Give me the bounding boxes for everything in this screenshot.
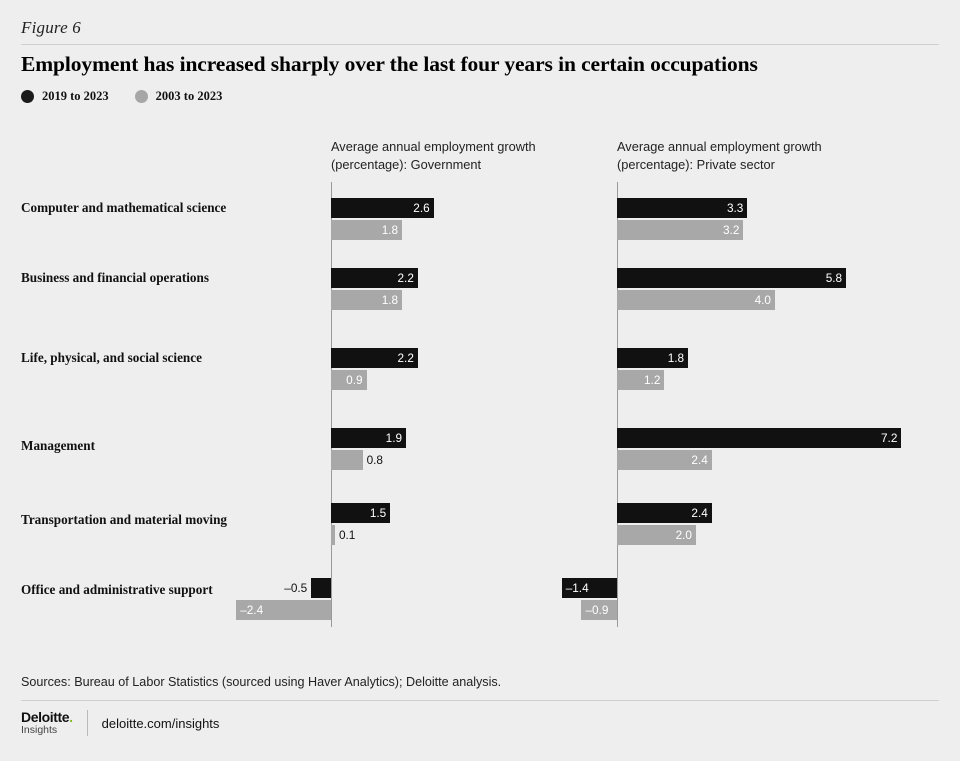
page-title: Employment has increased sharply over the last four years in certain occupations <box>21 52 758 76</box>
bar-value-label: 0.1 <box>338 528 356 542</box>
bar <box>617 428 901 448</box>
bar-value-label: 5.8 <box>825 271 843 285</box>
brand-name: Deloitte. <box>21 709 73 726</box>
sources-note: Sources: Bureau of Labor Statistics (sourced using Haver Analytics); Deloitte analysis. <box>21 675 502 689</box>
deloitte-insights-logo <box>21 710 73 736</box>
category-label: Computer and mathematical science <box>21 200 227 215</box>
bar-value-label: 1.5 <box>369 506 387 520</box>
figure-label: Figure 6 <box>21 18 81 37</box>
bar-value-label: 4.0 <box>754 293 771 307</box>
bar-value-label: 2.2 <box>397 351 414 365</box>
bar-value-label: –1.4 <box>565 581 589 595</box>
bar-value-label: 0.8 <box>366 453 383 467</box>
footer-link[interactable]: deloitte.com/insights <box>101 715 220 731</box>
gray-dot-icon <box>135 90 148 103</box>
bar-value-label: 2.4 <box>691 453 708 467</box>
legend <box>21 89 222 104</box>
legend-label: 2003 to 2023 <box>155 89 223 103</box>
bar-value-label: 1.8 <box>381 223 399 237</box>
category-label: Management <box>21 438 95 453</box>
bar <box>617 268 846 288</box>
category-label: Life, physical, and social science <box>21 350 202 365</box>
bar-value-label: 0.9 <box>346 373 363 387</box>
bar-value-label: 7.2 <box>880 431 898 445</box>
legend-label: 2019 to 2023 <box>42 89 109 103</box>
bar-value-label: 1.2 <box>643 373 661 387</box>
bar-value-label: 2.6 <box>413 201 430 215</box>
footer <box>21 710 219 736</box>
bar-value-label: 1.8 <box>667 351 685 365</box>
panel-title-government: Average annual employment growth (percentage): Government <box>331 139 536 172</box>
footer-divider <box>87 710 88 736</box>
category-label: Transportation and material moving <box>21 512 227 527</box>
bar-value-label: 1.8 <box>381 293 399 307</box>
bar <box>311 578 331 598</box>
bar <box>331 525 335 545</box>
bar-value-label: 3.3 <box>726 201 744 215</box>
axis-zero-private <box>617 182 618 627</box>
bottom-divider <box>21 700 939 701</box>
bar <box>331 450 363 470</box>
bar-value-label: 2.2 <box>397 271 414 285</box>
panel-title-private: Average annual employment growth (percentage): Private sector <box>617 139 822 172</box>
category-label: Business and financial operations <box>21 270 209 285</box>
brand-sub: Insights <box>21 723 58 736</box>
chart-area <box>0 120 960 640</box>
bar-value-label: –2.4 <box>240 603 264 617</box>
bar-value-label: 2.0 <box>675 528 692 542</box>
axis-zero-government <box>331 182 332 627</box>
top-divider <box>21 44 939 45</box>
category-label: Office and administrative support <box>21 582 213 597</box>
legend-item-2003-2023 <box>135 89 223 104</box>
bar-value-label: 3.2 <box>722 223 740 237</box>
bar-value-label: 1.9 <box>385 431 403 445</box>
bar-value-label: 2.4 <box>691 506 708 520</box>
bar-value-label: –0.9 <box>585 603 609 617</box>
bar-value-label: –0.5 <box>284 581 308 595</box>
legend-item-2019-2023 <box>21 89 109 104</box>
black-dot-icon <box>21 90 34 103</box>
